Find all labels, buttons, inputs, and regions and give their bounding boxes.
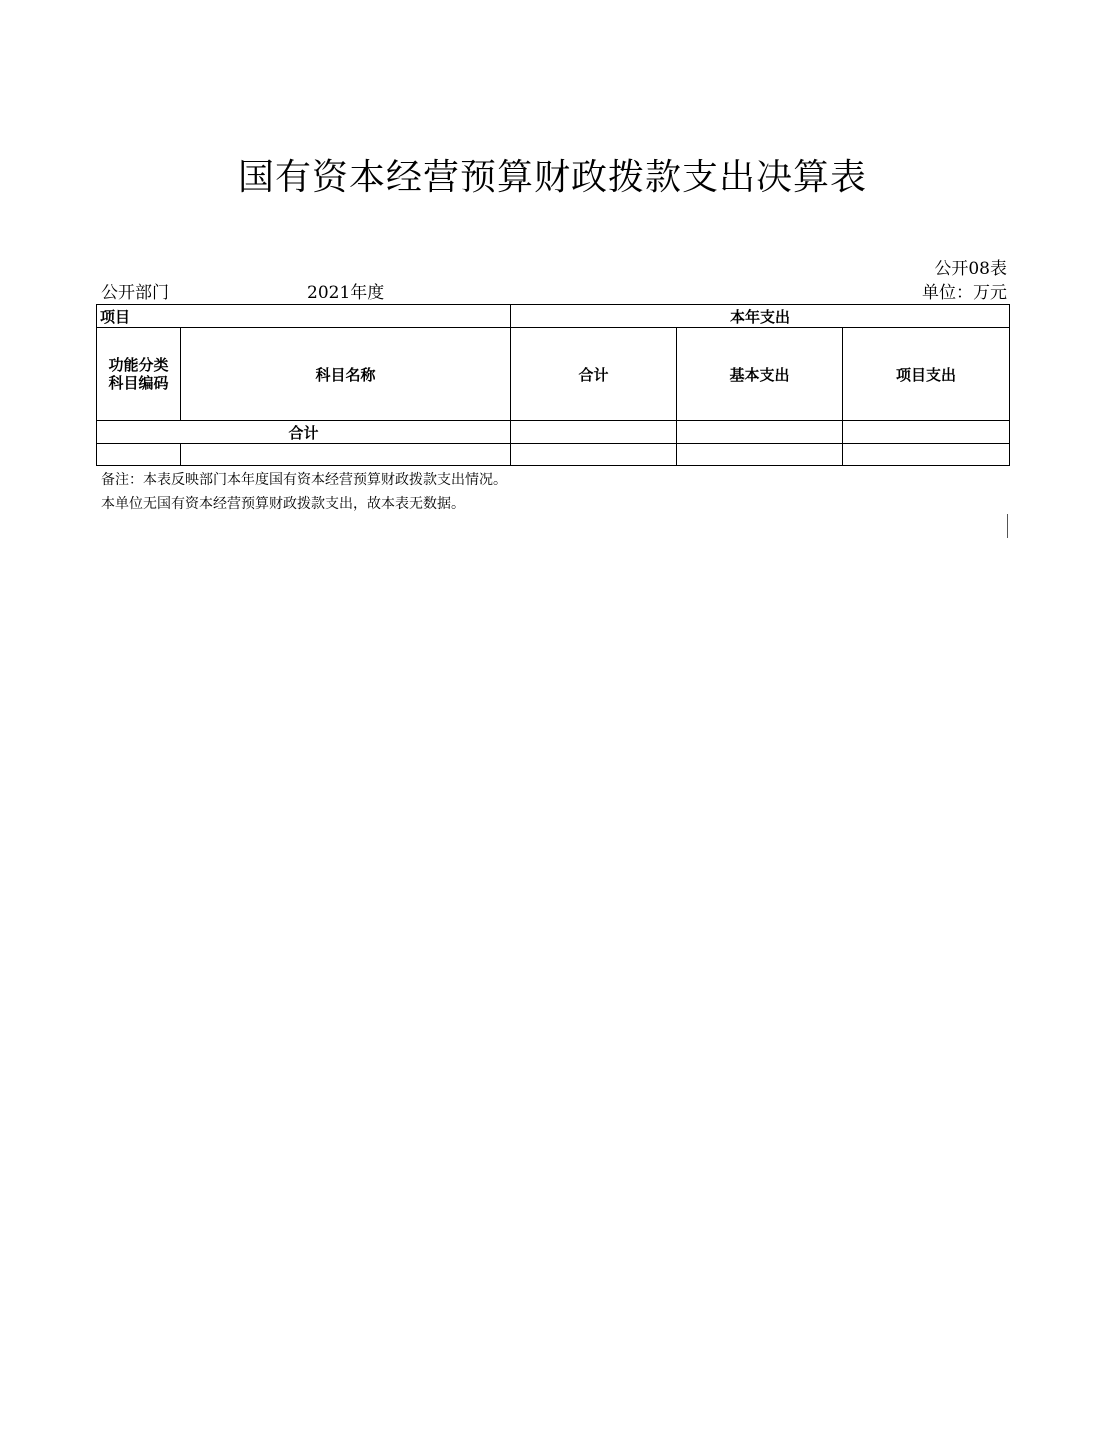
col-subject-name: 科目名称 (181, 328, 511, 421)
total-row-total (511, 421, 677, 444)
header-row-1 (97, 305, 1010, 328)
header-row-2 (97, 328, 1010, 421)
row-project (843, 444, 1010, 466)
header-item: 项目 (97, 305, 511, 328)
col-function-code-line1: 功能分类 (108, 356, 169, 374)
total-row (97, 421, 1010, 444)
col-function-code (97, 328, 181, 421)
row-total (511, 444, 677, 466)
note-remark: 备注：本表反映部门本年度国有资本经营预算财政拨款支出情况。 (101, 472, 507, 488)
col-project-expenditure: 项目支出 (843, 328, 1010, 421)
unit-label: 单位：万元 (922, 283, 1007, 303)
table-row (97, 444, 1010, 466)
total-row-label: 合计 (97, 421, 511, 444)
col-total: 合计 (511, 328, 677, 421)
expenditure-table (96, 304, 1010, 466)
col-function-code-line2: 科目编码 (108, 374, 169, 392)
total-row-basic (677, 421, 843, 444)
department-label: 公开部门 (101, 283, 169, 303)
total-row-project (843, 421, 1010, 444)
text-cursor (1007, 514, 1008, 538)
table-number: 公开08表 (934, 259, 1007, 279)
row-code (97, 444, 181, 466)
header-current-year: 本年支出 (511, 305, 1010, 328)
fiscal-year: 2021年度 (307, 283, 385, 303)
col-basic-expenditure: 基本支出 (677, 328, 843, 421)
note-no-data: 本单位无国有资本经营预算财政拨款支出，故本表无数据。 (101, 496, 465, 512)
row-basic (677, 444, 843, 466)
page-title: 国有资本经营预算财政拨款支出决算表 (237, 157, 867, 198)
row-name (181, 444, 511, 466)
